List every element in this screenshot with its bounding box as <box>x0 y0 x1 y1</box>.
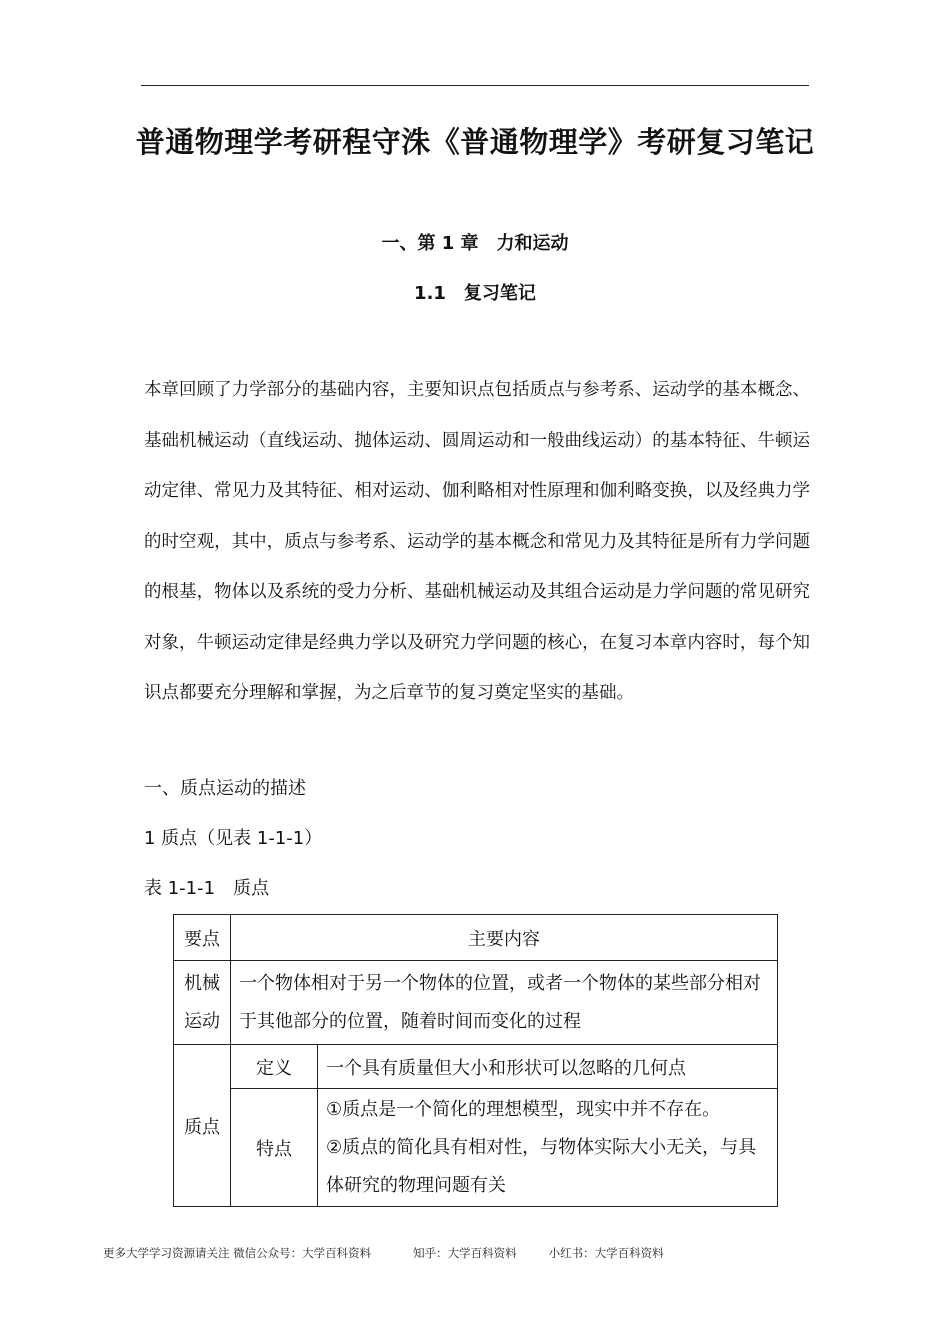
document-title: 普通物理学考研程守洙《普通物理学》考研复习笔记 <box>135 125 815 159</box>
table-caption: 表 1-1-1 质点 <box>144 878 270 899</box>
particle-table <box>173 914 778 1207</box>
row1-key-cell <box>174 961 231 1045</box>
footer-follow: 更多大学学习资源请关注 微信公众号：大学百科资料 <box>103 1246 372 1260</box>
footer-zhihu: 知乎：大学百科资料 <box>413 1246 517 1260</box>
page-footer <box>103 1245 664 1261</box>
table-row-definition <box>174 1045 778 1089</box>
row2-key-cell: 质点 <box>174 1045 231 1207</box>
header-content-cell: 主要内容 <box>231 915 778 961</box>
header-rule <box>141 85 809 86</box>
definition-cell: 一个具有质量但大小和形状可以忽略的几何点 <box>318 1045 778 1089</box>
table-row-features <box>174 1089 778 1207</box>
features-label-cell: 特点 <box>231 1089 318 1207</box>
feature-1: ①质点是一个简化的理想模型，现实中并不存在。 <box>326 1098 721 1120</box>
chapter-heading: 一、第 1 章 力和运动 <box>381 233 569 254</box>
row1-content-cell: 一个物体相对于另一个物体的位置，或者一个物体的某些部分相对于其他部分的位置，随着时间而变化的过程 <box>231 961 778 1045</box>
intro-paragraph <box>144 365 810 719</box>
subheading-motion-description: 一、质点运动的描述 <box>144 778 306 799</box>
subheading-particle: 1 质点（见表 1-1-1） <box>144 828 323 849</box>
intro-text: 本章回顾了力学部分的基础内容，主要知识点包括质点与参考系、运动学的基本概念、基础机械运动（直线运动、抛体运动、圆周运动和一般曲线运动）的基本特征、牛顿运动定律、常见力及其特征、相对运动、伽利略相对性原理和伽利略变换，以及经典力学的时空观，其中，质点与参考系、运动学的基本概念和常见力及其特征是所有力学问题的根基，物体以及系统的受力分析、基础机械运动及其组合运动是力学问题的常见研究对象，牛顿运动定律是经典力学以及研究力学问题的核心，在复习本章内容时，每个知识点都要充分理解和掌握，为之后章节的复习奠定坚实的基础。 <box>144 380 810 703</box>
table-row-mechanical-motion <box>174 961 778 1045</box>
table-header-row <box>174 915 778 961</box>
footer-xiaohongshu: 小红书：大学百科资料 <box>548 1246 664 1260</box>
header-key-cell: 要点 <box>174 915 231 961</box>
feature-2: ②质点的简化具有相对性，与物体实际大小无关，与具体研究的物理问题有关 <box>326 1136 757 1196</box>
features-cell <box>318 1089 778 1207</box>
row1-key-text: 机械运动 <box>184 972 220 1032</box>
section-heading: 1.1 复习笔记 <box>414 283 536 304</box>
definition-label-cell: 定义 <box>231 1045 318 1089</box>
